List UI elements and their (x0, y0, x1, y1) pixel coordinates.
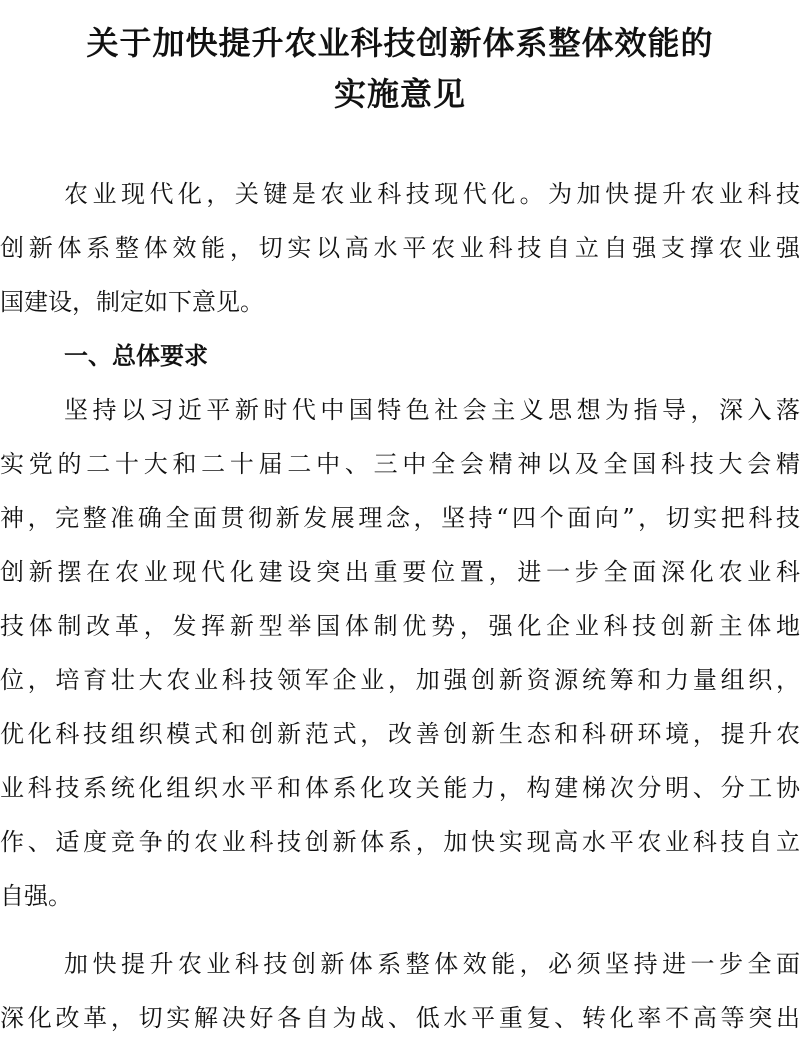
section-heading-general-requirements: 一、总体要求 (64, 342, 208, 370)
para2-line-2: 深化改革，切实解决好各自为战、低水平重复、转化率不高等突出 (0, 1004, 800, 1032)
section1-line-6: 位，培育壮大农业科技领军企业，加强创新资源统筹和力量组织， (0, 666, 800, 694)
document-title-line-1: 关于加快提升农业科技创新体系整体效能的 (86, 24, 714, 62)
section1-line-9: 作、适度竞争的农业科技创新体系，加快实现高水平农业科技自立 (0, 828, 800, 856)
para2-line-1: 加快提升农业科技创新体系整体效能，必须坚持进一步全面 (64, 950, 800, 978)
section1-line-7: 优化科技组织模式和创新范式，改善创新生态和科研环境，提升农 (0, 720, 800, 748)
section1-line-4: 创新摆在农业现代化建设突出重要位置，进一步全面深化农业科 (0, 558, 800, 586)
intro-line-1: 农业现代化，关键是农业科技现代化。为加快提升农业科技 (64, 180, 800, 208)
section1-line-1: 坚持以习近平新时代中国特色社会主义思想为指导，深入落 (64, 396, 800, 424)
section1-line-5: 技体制改革，发挥新型举国体制优势，强化企业科技创新主体地 (0, 612, 800, 640)
section1-line-2: 实党的二十大和二十届二中、三中全会精神以及全国科技大会精 (0, 450, 800, 478)
section1-line-3: 神，完整准确全面贯彻新发展理念，坚持“四个面向”，切实把科技 (0, 504, 800, 532)
section1-line-10: 自强。 (0, 882, 72, 910)
section1-line-8: 业科技系统化组织水平和体系化攻关能力，构建梯次分明、分工协 (0, 774, 800, 802)
intro-line-2: 创新体系整体效能，切实以高水平农业科技自立自强支撑农业强 (0, 234, 800, 262)
intro-line-3: 国建设，制定如下意见。 (0, 288, 264, 316)
document-title-line-2: 实施意见 (333, 75, 466, 113)
